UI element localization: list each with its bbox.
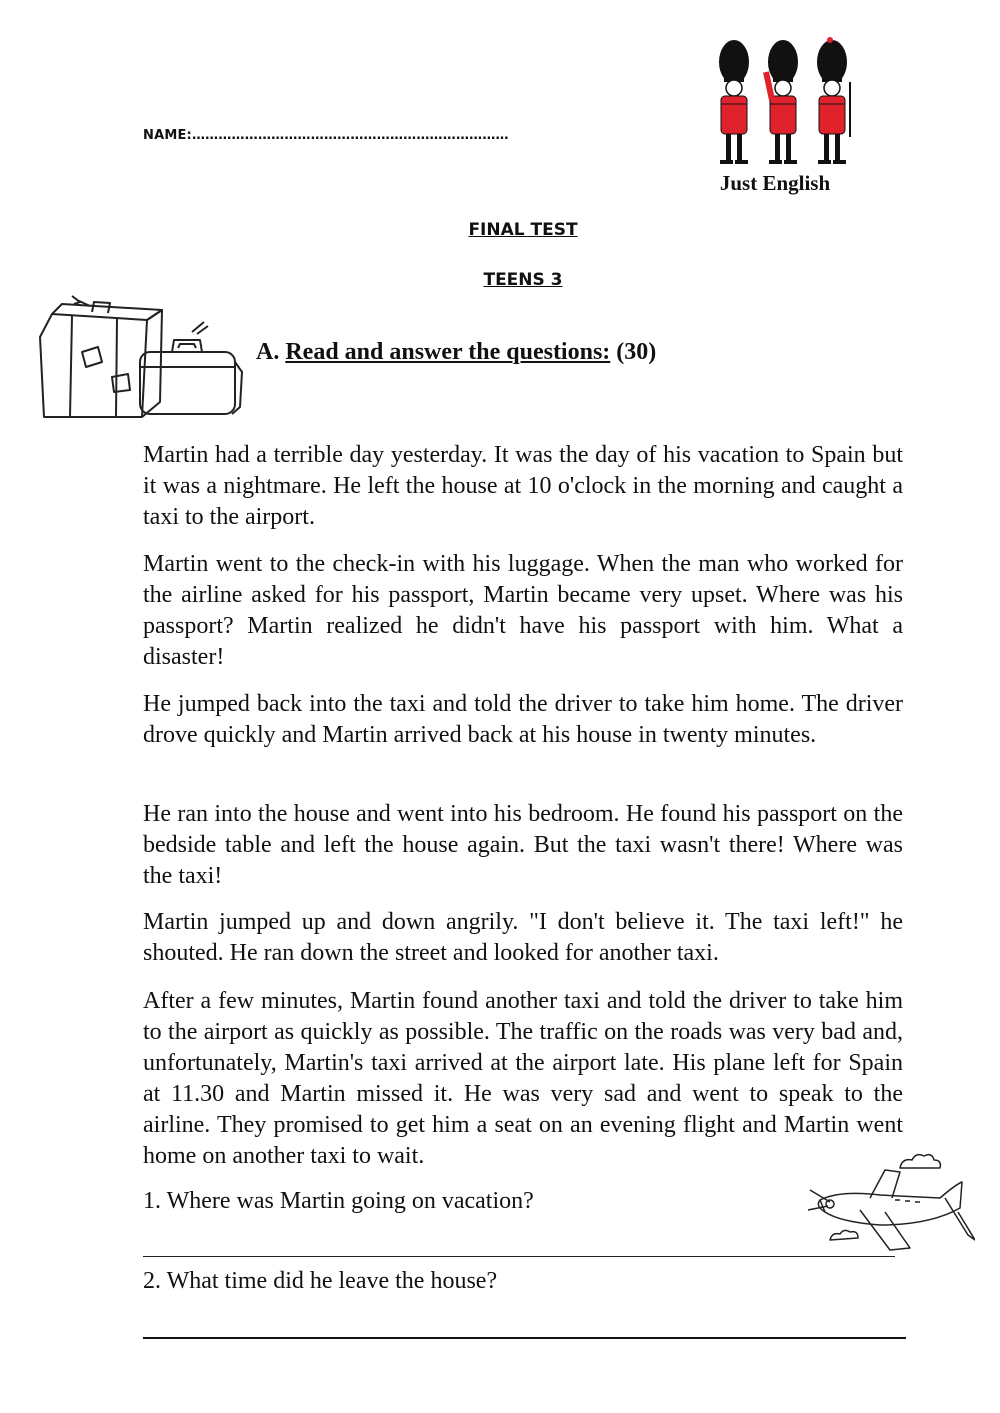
story-paragraph: He jumped back into the taxi and told the driver to take him home. The driver drove quickly and Martin arrived back at his house in twenty minutes.: [143, 691, 903, 748]
story-paragraph: Martin had a terrible day yesterday. It was the day of his vacation to Spain but it was a nightmare. He left the house at 10 o'clock in the morning and caught a taxi to the airport.: [143, 442, 903, 530]
story-paragraph: After a few minutes, Martin found another taxi and told the driver to take him to the airport as quickly as possible. The traffic on the roads was very bad and, unfortunately, Martin's taxi arrived at the airport late. His plane left for Spain at 11.30 and Martin missed it. He was very sad and went to speak to the airline. They promised to get him a seat on an evening flight and Martin went home on another taxi to wait.: [143, 988, 903, 1169]
logo-caption: Just English: [719, 171, 831, 195]
question-2: 2. What time did he leave the house?: [143, 1268, 498, 1294]
guard-figure: [719, 40, 749, 164]
suitcases-icon: [32, 292, 247, 427]
guard-figure: [817, 37, 850, 164]
answer-line-2[interactable]: [143, 1337, 906, 1339]
section-a-heading: [256, 339, 656, 366]
section-instruction: Read and answer the questions:: [285, 339, 611, 365]
answer-line-1[interactable]: [143, 1256, 895, 1257]
cloud-icon: [900, 1155, 940, 1168]
test-level: TEENS 3: [483, 270, 563, 290]
question-1: 1. Where was Martin going on vacation?: [143, 1188, 534, 1214]
guard-figure: [766, 40, 798, 164]
test-title: FINAL TEST: [468, 220, 578, 240]
section-points: (30): [616, 339, 657, 365]
story-paragraph: He ran into the house and went into his bedroom. He found his passport on the bedside table and left the house again. But the taxi wasn't there! Where was the taxi!: [143, 801, 903, 889]
story-paragraph: Martin went to the check-in with his luggage. When the man who worked for the airline asked for his passport, Martin became very upset. Where was his passport? Martin realized he didn't have his passport with him. What a disaster!: [143, 551, 903, 670]
name-field-label: NAME:………………………………………………………………: [143, 128, 509, 143]
story-paragraph: Martin jumped up and down angrily. "I don't believe it. The taxi left!" he shouted. He ran down the street and looked for another taxi.: [143, 909, 903, 966]
airplane-icon: [800, 1140, 975, 1285]
section-letter: A.: [256, 339, 280, 365]
